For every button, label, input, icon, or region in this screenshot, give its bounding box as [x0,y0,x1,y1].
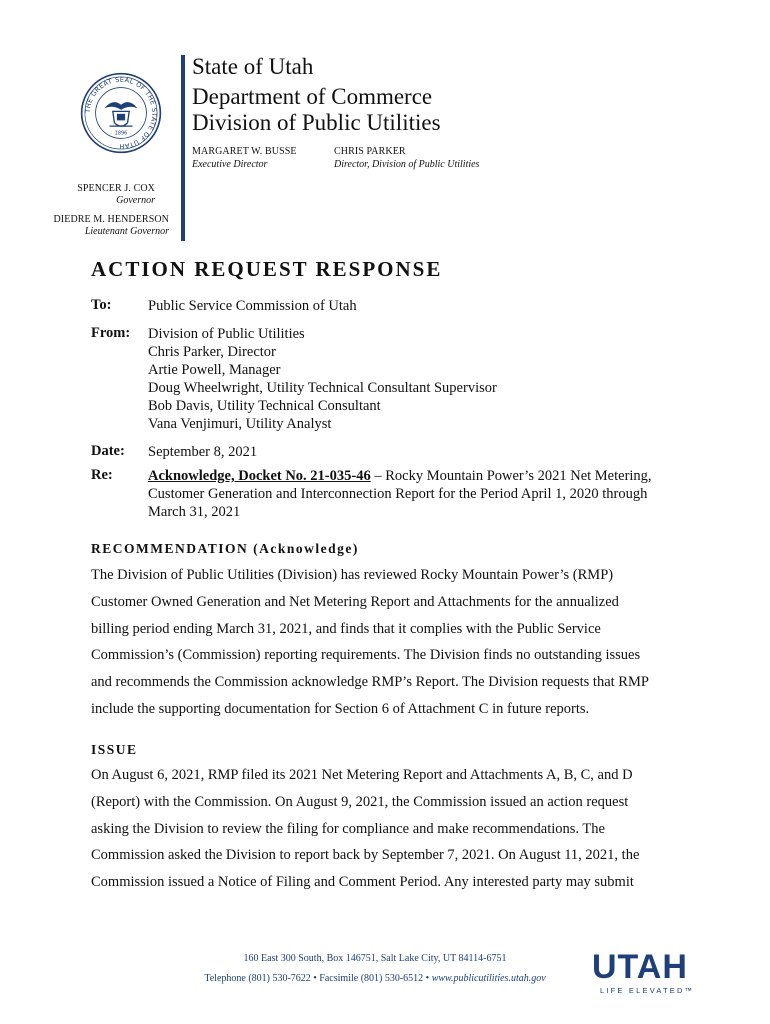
issue-paragraph [91,762,681,896]
from-line: Chris Parker, Director [148,344,276,360]
from-line: Doug Wheelwright, Utility Technical Consultant Supervisor [148,380,497,396]
lt-governor-block [9,214,169,237]
paragraph-line: include the supporting documentation for Section 6 of Attachment C in future reports. [91,700,590,717]
paragraph-line: On August 6, 2021, RMP filed its 2021 Net Metering Report and Attachments A, B, C, and D [91,767,633,783]
footer-contact [180,973,570,984]
lt-governor-name: DIEDRE M. HENDERSON [53,214,169,225]
org-department: Department of Commerce [192,84,433,109]
svg-text:THE GREAT SEAL OF THE STATE OF [84,76,159,150]
state-seal-logo [80,72,162,154]
seal-year: 1896 [114,130,128,137]
footer-phone: Telephone (801) 530-7622 • Facsimile (801) 530-6512 • [204,973,432,984]
official-name: MARGARET W. BUSSE [192,146,297,157]
docket-reference: Acknowledge, Docket No. 21-035-46 [148,468,371,484]
paragraph-line: Commission asked the Division to report back by September 7, 2021. On August 11, 2021, the [91,847,640,864]
re-label: Re: [91,467,113,483]
official-title: Executive Director [192,159,268,170]
recommendation-heading: RECOMMENDATION (Acknowledge) [91,541,359,556]
governor-name: SPENCER J. COX [77,183,155,194]
paragraph-line: Customer Owned Generation and Net Metering Report and Attachments for the annualized [91,593,619,610]
date-value: September 8, 2021 [148,444,258,460]
footer-address: 160 East 300 South, Box 146751, Salt Lake City, UT 84114-6751 [243,953,507,964]
official-division-director [334,146,479,170]
official-name: CHRIS PARKER [334,146,406,157]
document-title: ACTION REQUEST RESPONSE [91,257,443,281]
from-line: Bob Davis, Utility Technical Consultant [148,398,381,414]
official-title: Director, Division of Public Utilities [334,159,480,170]
to-label: To: [91,297,112,313]
re-value [148,467,652,521]
org-division: Division of Public Utilities [192,110,441,135]
paragraph-line: Commission issued a Notice of Filing and Comment Period. Any interested party may submit [91,874,634,891]
from-line: Division of Public Utilities [148,326,305,342]
paragraph-line: (Report) with the Commission. On August 9, 2021, the Commission issued an action request [91,793,629,810]
to-value: Public Service Commission of Utah [148,298,357,314]
letterhead-divider [181,55,185,241]
re-line-3: March 31, 2021 [148,504,241,520]
re-line-2: Customer Generation and Interconnection Report for the Period April 1, 2020 through [148,486,648,502]
paragraph-line: and recommends the Commission acknowledge RMP’s Report. The Division requests that RMP [91,674,649,691]
from-list [148,325,497,433]
utah-logo [592,950,694,995]
paragraph-line: The Division of Public Utilities (Division) has reviewed Rocky Mountain Power’s (RMP) [91,567,614,583]
governor-block [0,183,155,206]
seal-text: THE GREAT SEAL OF THE STATE OF UTAH [83,75,159,151]
footer-website-link[interactable]: www.publicutilities.utah.gov [431,973,546,984]
date-label: Date: [91,443,125,459]
paragraph-line: Commission’s (Commission) reporting requirements. The Division finds no outstanding issues [91,647,641,664]
governor-title: Governor [116,195,155,206]
issue-heading: ISSUE [91,742,138,757]
lt-governor-title: Lieutenant Governor [84,226,169,237]
from-line: Artie Powell, Manager [148,362,281,378]
from-label: From: [91,325,131,341]
paragraph-line: billing period ending March 31, 2021, and finds that it complies with the Public Service [91,620,601,637]
from-line: Vana Venjimuri, Utility Analyst [148,416,332,432]
re-line-1: – Rocky Mountain Power’s 2021 Net Metering, [370,468,652,484]
org-state: State of Utah [192,54,314,79]
official-executive-director [192,146,297,170]
paragraph-line: asking the Division to review the filing for compliance and make recommendations. The [91,820,605,837]
utah-logo-tagline: LIFE ELEVATED™ [600,986,695,995]
recommendation-paragraph [91,562,681,723]
utah-logo-word: UTAH [592,948,688,986]
